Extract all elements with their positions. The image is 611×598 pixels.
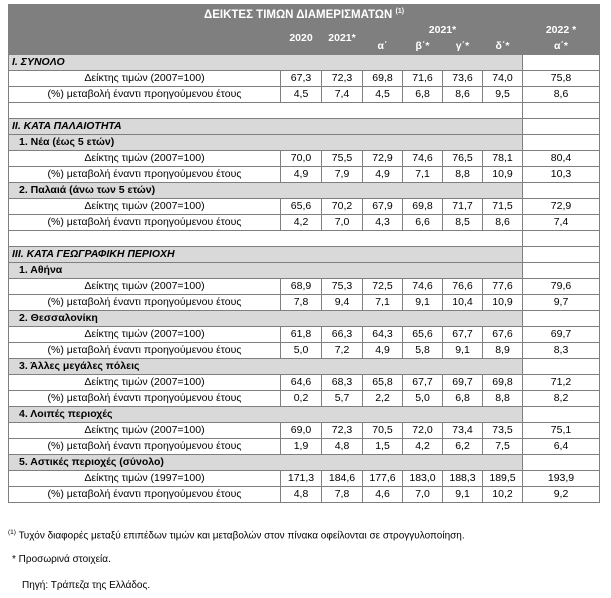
table-title-row bbox=[9, 5, 600, 23]
group-filler-cell bbox=[523, 454, 600, 470]
header-2021-annual: 2021* bbox=[322, 22, 363, 54]
value-cell: 9,1 bbox=[443, 342, 483, 358]
row-label: (%) μεταβολή έναντι προηγούμενου έτους bbox=[9, 342, 281, 358]
section-filler-cell bbox=[523, 246, 600, 262]
header-2022-q1: α΄* bbox=[523, 38, 600, 54]
group-row bbox=[9, 182, 600, 198]
section-label: II. ΚΑΤΑ ΠΑΛΑΙΟΤΗΤΑ bbox=[9, 118, 523, 134]
spacer-cell bbox=[9, 230, 523, 246]
value-cell: 8,6 bbox=[483, 214, 523, 230]
value-cell: 69,8 bbox=[403, 198, 443, 214]
value-cell: 67,9 bbox=[363, 198, 403, 214]
footnote-rounding bbox=[8, 529, 465, 541]
footnote-mark: (1) bbox=[8, 529, 16, 536]
value-cell: 5,0 bbox=[403, 390, 443, 406]
value-cell: 8,6 bbox=[443, 86, 483, 102]
value-cell: 75,8 bbox=[523, 70, 600, 86]
value-cell: 8,8 bbox=[443, 166, 483, 182]
value-cell: 6,8 bbox=[443, 390, 483, 406]
spacer-cell bbox=[523, 102, 600, 118]
header-2020: 2020 bbox=[281, 22, 322, 54]
value-cell: 8,8 bbox=[483, 390, 523, 406]
value-cell: 7,9 bbox=[322, 166, 363, 182]
value-cell: 70,2 bbox=[322, 198, 363, 214]
value-cell: 74,6 bbox=[403, 150, 443, 166]
value-cell: 4,9 bbox=[281, 166, 322, 182]
row-label: (%) μεταβολή έναντι προηγούμενου έτους bbox=[9, 294, 281, 310]
table-row bbox=[9, 374, 600, 390]
value-cell: 72,0 bbox=[403, 422, 443, 438]
group-row bbox=[9, 358, 600, 374]
section-row bbox=[9, 118, 600, 134]
header-q1: α΄ bbox=[363, 38, 403, 54]
title-footnote-mark: (1) bbox=[395, 8, 405, 15]
section-label: I. ΣΥΝΟΛΟ bbox=[9, 54, 523, 70]
table-row bbox=[9, 86, 600, 102]
header-blank-cell bbox=[9, 22, 281, 54]
header-2021-quarters: 2021* bbox=[363, 22, 523, 38]
value-cell: 7,5 bbox=[483, 438, 523, 454]
value-cell: 10,9 bbox=[483, 166, 523, 182]
row-label: (%) μεταβολή έναντι προηγούμενου έτους bbox=[9, 166, 281, 182]
value-cell: 69,8 bbox=[483, 374, 523, 390]
value-cell: 184,6 bbox=[322, 470, 363, 486]
value-cell: 69,8 bbox=[363, 70, 403, 86]
group-filler-cell bbox=[523, 182, 600, 198]
group-row bbox=[9, 406, 600, 422]
header-q4: δ΄* bbox=[483, 38, 523, 54]
value-cell: 79,6 bbox=[523, 278, 600, 294]
value-cell: 1,5 bbox=[363, 438, 403, 454]
row-label: (%) μεταβολή έναντι προηγούμενου έτους bbox=[9, 390, 281, 406]
value-cell: 188,3 bbox=[443, 470, 483, 486]
group-filler-cell bbox=[523, 358, 600, 374]
value-cell: 4,5 bbox=[281, 86, 322, 102]
value-cell: 6,8 bbox=[403, 86, 443, 102]
value-cell: 8,9 bbox=[483, 342, 523, 358]
spacer-row bbox=[9, 230, 600, 246]
value-cell: 71,2 bbox=[523, 374, 600, 390]
table-title bbox=[9, 5, 600, 23]
value-cell: 72,5 bbox=[363, 278, 403, 294]
value-cell: 4,6 bbox=[363, 486, 403, 502]
group-label: 2. Θεσσαλονίκη bbox=[9, 310, 523, 326]
value-cell: 61,8 bbox=[281, 326, 322, 342]
table-row bbox=[9, 150, 600, 166]
value-cell: 0,2 bbox=[281, 390, 322, 406]
value-cell: 193,9 bbox=[523, 470, 600, 486]
value-cell: 4,2 bbox=[403, 438, 443, 454]
value-cell: 67,7 bbox=[443, 326, 483, 342]
group-label: 1. Νέα (έως 5 ετών) bbox=[9, 134, 523, 150]
group-filler-cell bbox=[523, 262, 600, 278]
value-cell: 6,6 bbox=[403, 214, 443, 230]
value-cell: 7,1 bbox=[363, 294, 403, 310]
spacer-cell bbox=[523, 230, 600, 246]
value-cell: 69,7 bbox=[443, 374, 483, 390]
value-cell: 8,3 bbox=[523, 342, 600, 358]
value-cell: 7,8 bbox=[322, 486, 363, 502]
row-label: Δείκτης τιμών (2007=100) bbox=[9, 374, 281, 390]
value-cell: 4,9 bbox=[363, 342, 403, 358]
value-cell: 7,1 bbox=[403, 166, 443, 182]
table-row bbox=[9, 422, 600, 438]
value-cell: 10,9 bbox=[483, 294, 523, 310]
value-cell: 5,7 bbox=[322, 390, 363, 406]
group-label: 1. Αθήνα bbox=[9, 262, 523, 278]
value-cell: 75,5 bbox=[322, 150, 363, 166]
group-row bbox=[9, 454, 600, 470]
group-row bbox=[9, 134, 600, 150]
row-label: Δείκτης τιμών (2007=100) bbox=[9, 150, 281, 166]
row-label: (%) μεταβολή έναντι προηγούμενου έτους bbox=[9, 86, 281, 102]
section-row bbox=[9, 54, 600, 70]
value-cell: 4,3 bbox=[363, 214, 403, 230]
value-cell: 70,0 bbox=[281, 150, 322, 166]
row-label: (%) μεταβολή έναντι προηγούμενου έτους bbox=[9, 438, 281, 454]
value-cell: 2,2 bbox=[363, 390, 403, 406]
table-row bbox=[9, 390, 600, 406]
value-cell: 4,9 bbox=[363, 166, 403, 182]
value-cell: 10,3 bbox=[523, 166, 600, 182]
group-label: 2. Παλαιά (άνω των 5 ετών) bbox=[9, 182, 523, 198]
value-cell: 4,5 bbox=[363, 86, 403, 102]
value-cell: 4,8 bbox=[281, 486, 322, 502]
value-cell: 6,2 bbox=[443, 438, 483, 454]
row-label: Δείκτης τιμών (2007=100) bbox=[9, 326, 281, 342]
value-cell: 1,9 bbox=[281, 438, 322, 454]
value-cell: 4,2 bbox=[281, 214, 322, 230]
value-cell: 9,1 bbox=[403, 294, 443, 310]
row-label: Δείκτης τιμών (2007=100) bbox=[9, 198, 281, 214]
group-filler-cell bbox=[523, 406, 600, 422]
value-cell: 65,8 bbox=[363, 374, 403, 390]
footnote-rounding-text: Τυχόν διαφορές μεταξύ επιπέδων τιμών και μεταβολών στον πίνακα οφείλονται σε στρογγυλοποίηση. bbox=[18, 530, 465, 542]
group-row bbox=[9, 310, 600, 326]
value-cell: 72,9 bbox=[363, 150, 403, 166]
row-label: Δείκτης τιμών (1997=100) bbox=[9, 470, 281, 486]
value-cell: 72,9 bbox=[523, 198, 600, 214]
value-cell: 9,7 bbox=[523, 294, 600, 310]
value-cell: 72,3 bbox=[322, 422, 363, 438]
value-cell: 171,3 bbox=[281, 470, 322, 486]
value-cell: 6,4 bbox=[523, 438, 600, 454]
value-cell: 183,0 bbox=[403, 470, 443, 486]
value-cell: 66,3 bbox=[322, 326, 363, 342]
group-filler-cell bbox=[523, 310, 600, 326]
section-label: III. ΚΑΤΑ ΓΕΩΓΡΑΦΙΚΗ ΠΕΡΙΟΧΗ bbox=[9, 246, 523, 262]
value-cell: 72,3 bbox=[322, 70, 363, 86]
table-row bbox=[9, 70, 600, 86]
value-cell: 80,4 bbox=[523, 150, 600, 166]
table-row bbox=[9, 214, 600, 230]
value-cell: 67,6 bbox=[483, 326, 523, 342]
value-cell: 8,2 bbox=[523, 390, 600, 406]
value-cell: 7,8 bbox=[281, 294, 322, 310]
value-cell: 64,3 bbox=[363, 326, 403, 342]
group-label: 4. Λοιπές περιοχές bbox=[9, 406, 523, 422]
value-cell: 10,2 bbox=[483, 486, 523, 502]
row-label: (%) μεταβολή έναντι προηγούμενου έτους bbox=[9, 486, 281, 502]
group-label: 3. Άλλες μεγάλες πόλεις bbox=[9, 358, 523, 374]
value-cell: 7,4 bbox=[322, 86, 363, 102]
table-row bbox=[9, 278, 600, 294]
value-cell: 73,6 bbox=[443, 70, 483, 86]
table-title-text: ΔΕΙΚΤΕΣ ΤΙΜΩΝ ΔΙΑΜΕΡΙΣΜΑΤΩΝ bbox=[203, 8, 393, 21]
spacer-cell bbox=[9, 102, 523, 118]
section-row bbox=[9, 246, 600, 262]
value-cell: 68,9 bbox=[281, 278, 322, 294]
footnote-provisional: * Προσωρινά στοιχεία. bbox=[12, 554, 111, 565]
value-cell: 9,4 bbox=[322, 294, 363, 310]
value-cell: 4,8 bbox=[322, 438, 363, 454]
group-label: 5. Αστικές περιοχές (σύνολο) bbox=[9, 454, 523, 470]
value-cell: 9,5 bbox=[483, 86, 523, 102]
value-cell: 78,1 bbox=[483, 150, 523, 166]
header-q3: γ΄* bbox=[443, 38, 483, 54]
value-cell: 7,0 bbox=[322, 214, 363, 230]
row-label: (%) μεταβολή έναντι προηγούμενου έτους bbox=[9, 214, 281, 230]
table-row bbox=[9, 326, 600, 342]
section-filler-cell bbox=[523, 118, 600, 134]
value-cell: 69,7 bbox=[523, 326, 600, 342]
value-cell: 76,6 bbox=[443, 278, 483, 294]
value-cell: 5,8 bbox=[403, 342, 443, 358]
value-cell: 74,0 bbox=[483, 70, 523, 86]
value-cell: 10,4 bbox=[443, 294, 483, 310]
table-row bbox=[9, 342, 600, 358]
value-cell: 76,5 bbox=[443, 150, 483, 166]
value-cell: 75,3 bbox=[322, 278, 363, 294]
value-cell: 71,7 bbox=[443, 198, 483, 214]
header-q2: β΄* bbox=[403, 38, 443, 54]
footnote-source: Πηγή: Τράπεζα της Ελλάδος. bbox=[22, 580, 151, 591]
row-label: Δείκτης τιμών (2007=100) bbox=[9, 70, 281, 86]
value-cell: 68,3 bbox=[322, 374, 363, 390]
value-cell: 8,5 bbox=[443, 214, 483, 230]
value-cell: 70,5 bbox=[363, 422, 403, 438]
value-cell: 73,5 bbox=[483, 422, 523, 438]
header-2022: 2022 * bbox=[523, 22, 600, 38]
table-row bbox=[9, 294, 600, 310]
group-filler-cell bbox=[523, 134, 600, 150]
value-cell: 71,5 bbox=[483, 198, 523, 214]
value-cell: 74,6 bbox=[403, 278, 443, 294]
value-cell: 7,0 bbox=[403, 486, 443, 502]
value-cell: 73,4 bbox=[443, 422, 483, 438]
value-cell: 8,6 bbox=[523, 86, 600, 102]
spacer-row bbox=[9, 102, 600, 118]
value-cell: 9,2 bbox=[523, 486, 600, 502]
value-cell: 65,6 bbox=[403, 326, 443, 342]
table-row bbox=[9, 198, 600, 214]
value-cell: 77,6 bbox=[483, 278, 523, 294]
value-cell: 64,6 bbox=[281, 374, 322, 390]
table-row bbox=[9, 486, 600, 502]
row-label: Δείκτης τιμών (2007=100) bbox=[9, 422, 281, 438]
value-cell: 177,6 bbox=[363, 470, 403, 486]
group-row bbox=[9, 262, 600, 278]
value-cell: 7,2 bbox=[322, 342, 363, 358]
value-cell: 69,0 bbox=[281, 422, 322, 438]
value-cell: 67,7 bbox=[403, 374, 443, 390]
apartment-price-index-table bbox=[8, 4, 600, 503]
table-row bbox=[9, 166, 600, 182]
value-cell: 7,4 bbox=[523, 214, 600, 230]
value-cell: 75,1 bbox=[523, 422, 600, 438]
table-row bbox=[9, 438, 600, 454]
section-filler-cell bbox=[523, 54, 600, 70]
value-cell: 5,0 bbox=[281, 342, 322, 358]
value-cell: 65,6 bbox=[281, 198, 322, 214]
value-cell: 71,6 bbox=[403, 70, 443, 86]
value-cell: 9,1 bbox=[443, 486, 483, 502]
row-label: Δείκτης τιμών (2007=100) bbox=[9, 278, 281, 294]
value-cell: 189,5 bbox=[483, 470, 523, 486]
table-row bbox=[9, 470, 600, 486]
value-cell: 67,3 bbox=[281, 70, 322, 86]
header-row-1 bbox=[9, 22, 600, 38]
